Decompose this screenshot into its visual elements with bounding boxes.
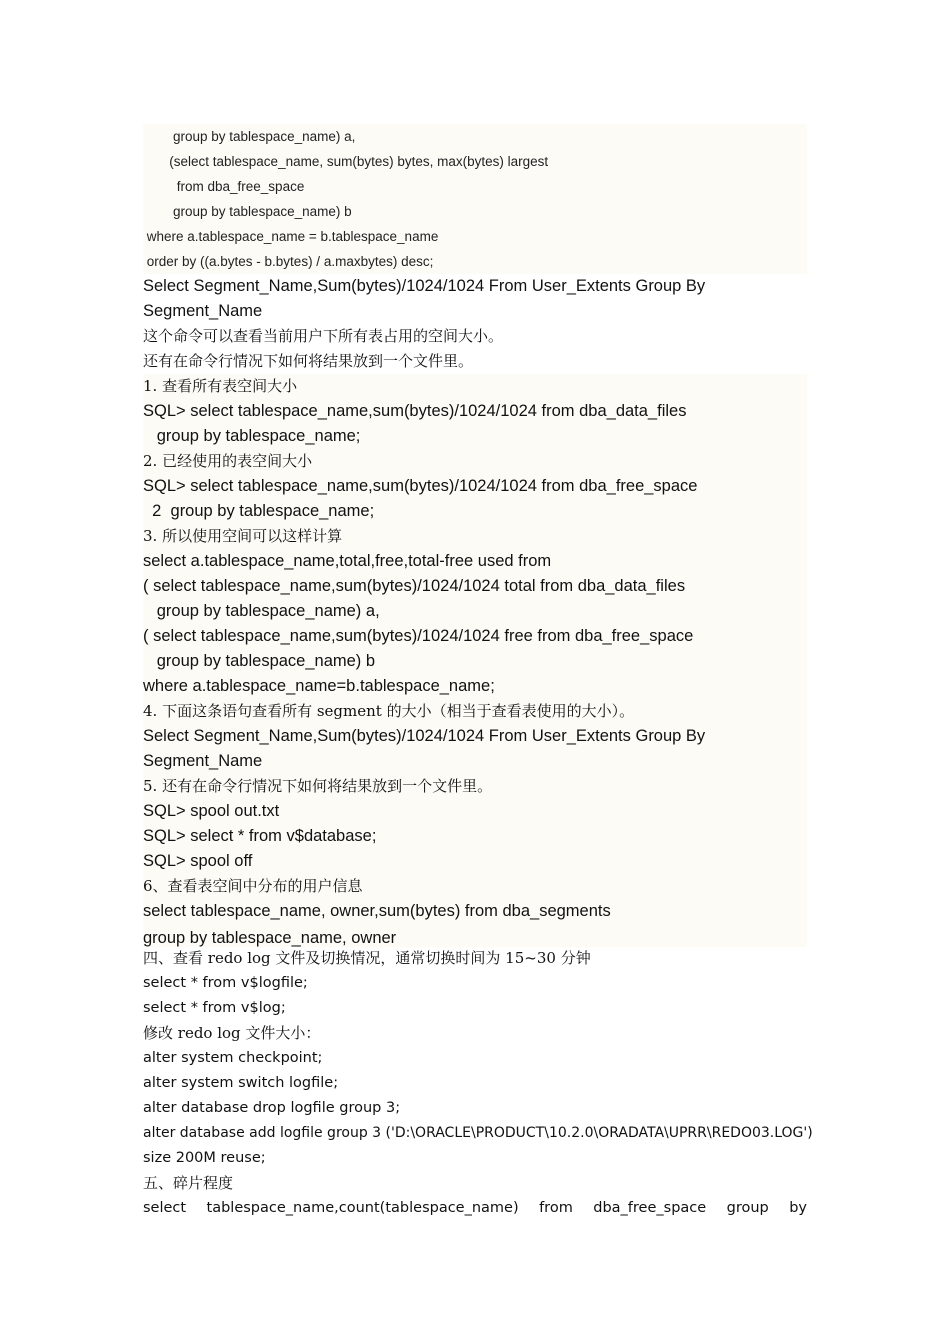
section-heading: 4. 下面这条语句查看所有 segment 的大小（相当于查看表使用的大小）。 bbox=[143, 702, 635, 720]
section-heading: 1. 查看所有表空间大小 bbox=[143, 377, 298, 395]
sql-line: ( select tablespace_name,sum(bytes)/1024/1024 total from dba_data_files bbox=[143, 577, 686, 595]
sql-line: select * from v$logfile; bbox=[143, 975, 308, 991]
code-block-top bbox=[143, 124, 807, 274]
code-line: where a.tablespace_name = b.tablespace_name bbox=[143, 229, 439, 244]
resize-heading: 修改 redo log 文件大小： bbox=[143, 1024, 321, 1042]
sql-line: group by tablespace_name) a, bbox=[143, 602, 380, 620]
note-line: 这个命令可以查看当前用户下所有表占用的空间大小。 bbox=[143, 327, 504, 345]
sql-line: alter database add logfile group 3 ('D:\ORACLE\PRODUCT\10.2.0\ORADATA\UPRR\REDO03.LOG') bbox=[143, 1125, 813, 1141]
code-line: group by tablespace_name) a, bbox=[143, 129, 356, 144]
sql-line: alter system switch logfile; bbox=[143, 1075, 339, 1091]
sql-line: ( select tablespace_name,sum(bytes)/1024/1024 free from dba_free_space bbox=[143, 627, 694, 645]
query-word: group bbox=[726, 1200, 769, 1216]
redo-section bbox=[143, 946, 813, 1221]
query-word: tablespace_name,count(tablespace_name) bbox=[206, 1200, 519, 1216]
sql-line: SQL> select tablespace_name,sum(bytes)/1024/1024 from dba_data_files bbox=[143, 402, 687, 420]
sql-line: group by tablespace_name, owner bbox=[143, 929, 397, 947]
sql-line: group by tablespace_name; bbox=[143, 427, 361, 445]
section-heading: 6、查看表空间中分布的用户信息 bbox=[143, 877, 363, 895]
sql-line: size 200M reuse; bbox=[143, 1150, 266, 1166]
code-line: from dba_free_space bbox=[143, 179, 305, 194]
code-line: order by ((a.bytes - b.bytes) / a.maxbytes) desc; bbox=[143, 254, 434, 269]
sql-line: select tablespace_name, owner,sum(bytes) from dba_segments bbox=[143, 902, 611, 920]
section-heading: 3. 所以使用空间可以这样计算 bbox=[143, 527, 343, 545]
sql-line: 2 group by tablespace_name; bbox=[143, 502, 375, 520]
sql-line: alter database drop logfile group 3; bbox=[143, 1100, 401, 1116]
code-line: (select tablespace_name, sum(bytes) bytes, max(bytes) largest bbox=[143, 154, 549, 169]
sql-line: SQL> spool out.txt bbox=[143, 802, 280, 820]
query-word: from bbox=[539, 1200, 573, 1216]
sql-line: where a.tablespace_name=b.tablespace_name; bbox=[143, 677, 495, 695]
sql-line: Select Segment_Name,Sum(bytes)/1024/1024 From User_Extents Group By bbox=[143, 727, 706, 745]
segment-query-line: Segment_Name bbox=[143, 302, 263, 320]
section-heading: 5. 还有在命令行情况下如何将结果放到一个文件里。 bbox=[143, 777, 493, 795]
query-word: select bbox=[143, 1200, 187, 1216]
sql-line: Segment_Name bbox=[143, 752, 263, 770]
segment-query-line: Select Segment_Name,Sum(bytes)/1024/1024 From User_Extents Group By bbox=[143, 277, 706, 295]
note-line: 还有在命令行情况下如何将结果放到一个文件里。 bbox=[143, 352, 474, 370]
redo-heading: 四、查看 redo log 文件及切换情况，通常切换时间为 15~30 分钟 bbox=[143, 949, 591, 967]
query-word: by bbox=[789, 1200, 807, 1216]
query-word: dba_free_space bbox=[593, 1200, 707, 1216]
sql-line: group by tablespace_name) b bbox=[143, 652, 376, 670]
sql-line: select a.tablespace_name,total,free,total-free used from bbox=[143, 552, 552, 570]
section-heading: 2. 已经使用的表空间大小 bbox=[143, 452, 313, 470]
sql-line: SQL> spool off bbox=[143, 852, 253, 870]
segment-query-block bbox=[143, 274, 807, 374]
sql-line: alter system checkpoint; bbox=[143, 1050, 323, 1066]
sql-line: select * from v$log; bbox=[143, 1000, 286, 1016]
code-line: group by tablespace_name) b bbox=[143, 204, 352, 219]
fragmentation-query-line bbox=[143, 1196, 807, 1221]
numbered-section bbox=[143, 374, 807, 947]
sql-line: SQL> select tablespace_name,sum(bytes)/1024/1024 from dba_free_space bbox=[143, 477, 698, 495]
sql-line: SQL> select * from v$database; bbox=[143, 827, 377, 845]
fragmentation-heading: 五、碎片程度 bbox=[143, 1174, 234, 1192]
